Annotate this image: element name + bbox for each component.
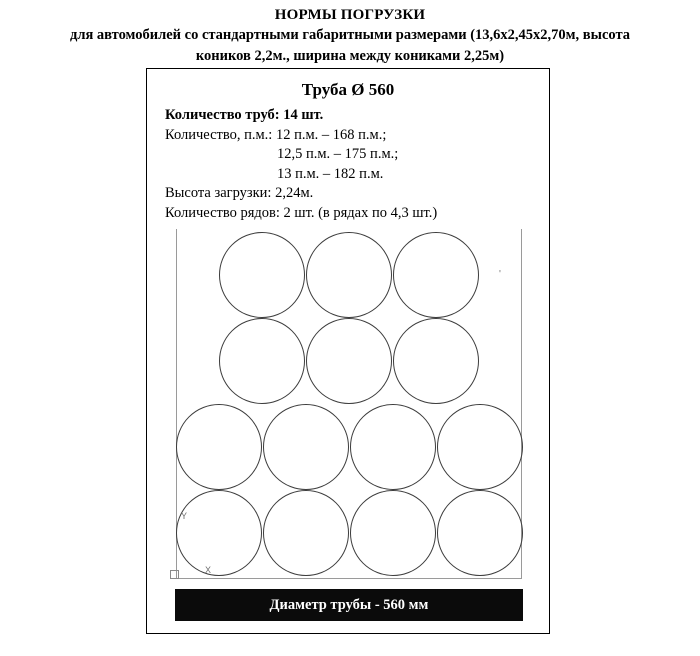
pipe-circle: [437, 404, 523, 490]
pipe-circle: [306, 232, 392, 318]
spec-lengths-line-1: Количество, п.м.: 12 п.м. – 168 п.м.;: [165, 126, 387, 143]
pipe-circle: [350, 490, 436, 576]
pipe-circle: [393, 318, 479, 404]
pipe-circle: [219, 232, 305, 318]
pipe-circle: [306, 318, 392, 404]
spec-list: [147, 106, 549, 223]
diameter-banner-label: Диаметр трубы - 560 мм: [269, 596, 429, 613]
pipe-loading-diagram: [175, 229, 523, 579]
spec-load-height: Высота загрузки: 2,24м.: [165, 185, 314, 201]
page-header: [0, 0, 700, 67]
spec-row-count: Количество рядов: 2 шт. (в рядах по 4,3 шт.): [165, 204, 438, 221]
spec-quantity: Количество труб: 14 шт.: [165, 107, 324, 123]
pipe-circle: [176, 490, 262, 576]
platform-floor-line: [176, 578, 521, 579]
origin-marker-icon: [170, 570, 179, 579]
pipe-circle: [176, 404, 262, 490]
tick-mark: ': [499, 269, 501, 280]
spec-card: [146, 68, 550, 634]
pipe-circle: [219, 318, 305, 404]
spec-lengths-line-3: 13 п.м. – 182 п.м.: [277, 165, 384, 182]
pipe-circle: [393, 232, 479, 318]
axis-y-label: Y: [181, 511, 188, 521]
page-subtitle-line-2: коников 2,2м., ширина между кониками 2,25м): [195, 48, 505, 64]
spec-lengths-line-2: 12,5 п.м. – 175 п.м.;: [277, 146, 399, 162]
pipe-circle: [350, 404, 436, 490]
pipe-circle: [263, 404, 349, 490]
page-subtitle-line-1: для автомобилей со стандартными габаритными размерами (13,6х2,45х2,70м, высота: [69, 27, 631, 43]
pipe-circle: [437, 490, 523, 576]
card-title: Труба Ø 560: [301, 80, 395, 99]
diameter-banner: [175, 589, 523, 621]
axis-x-label: X: [205, 565, 212, 575]
page-title: НОРМЫ ПОГРУЗКИ: [274, 7, 426, 23]
pipe-circle: [263, 490, 349, 576]
